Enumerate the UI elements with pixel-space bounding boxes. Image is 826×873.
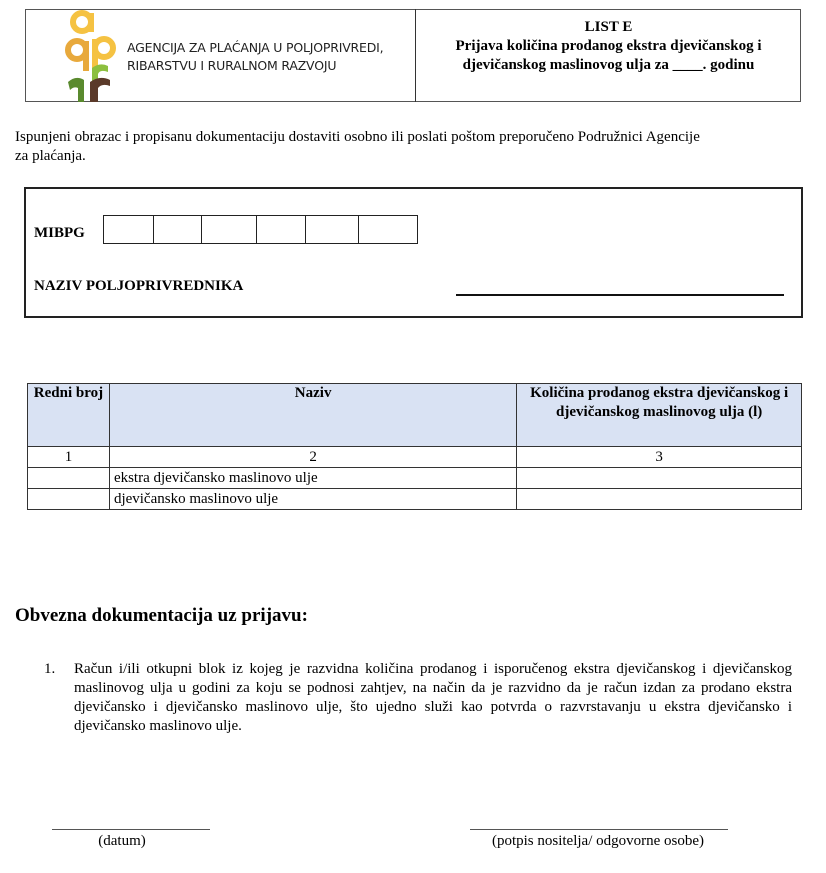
kolicina-cell[interactable]: [517, 468, 802, 489]
agency-name-line2: RIBARSTVU I RURALNOM RAZVOJU: [127, 58, 337, 73]
column-number-row: [28, 447, 802, 468]
farmer-name-field[interactable]: [456, 294, 784, 296]
header-kolicina: Količina prodanog ekstra djevičanskog i djevičanskog maslinovog ulja (l): [517, 384, 802, 447]
signature-field[interactable]: [470, 829, 728, 830]
form-title: [416, 18, 801, 75]
kolicina-cell[interactable]: [517, 489, 802, 510]
mibpg-digit-field[interactable]: [202, 216, 257, 243]
documentation-item: [44, 660, 792, 736]
applicant-box: [24, 187, 803, 318]
item-text: Račun i/ili otkupni blok iz kojeg je razvidna količina prodanog i isporučenog ekstra djevičanskog i djevičanskog maslinovog ulja u godini za koju se podnosi zahtjev, na način da je razvidno da je račun izdan za prodano ekstra djevičansko i djevičansko maslinovo ulje, što ujedno služi kao potvrda o razvrstavanju u ekstra djevičansko i djevičansko maslinovo ulje.: [74, 661, 792, 734]
agency-name: [127, 39, 383, 75]
form-title-line2: djevičanskog maslinovog ulja za ____. godinu: [462, 57, 755, 73]
mibpg-digit-field[interactable]: [306, 216, 359, 243]
header-redni-broj: Redni broj: [28, 384, 110, 447]
table-header-row: [28, 384, 802, 447]
mibpg-digit-field[interactable]: [359, 216, 417, 243]
table-row: [28, 468, 802, 489]
form-code: LIST E: [584, 19, 633, 35]
column-number: 2: [109, 447, 516, 468]
mibpg-digit-field[interactable]: [104, 216, 154, 243]
naziv-cell: djevičansko maslinovo ulje: [109, 489, 516, 510]
column-number: 3: [517, 447, 802, 468]
quantity-table: [27, 383, 802, 510]
documentation-list: [44, 660, 792, 736]
naziv-cell: ekstra djevičansko maslinovo ulje: [109, 468, 516, 489]
documentation-title: Obvezna dokumentacija uz prijavu:: [15, 605, 308, 626]
date-field[interactable]: [52, 829, 210, 830]
mibpg-digit-field[interactable]: [154, 216, 202, 243]
table-row: [28, 489, 802, 510]
date-label: (datum): [98, 833, 146, 849]
farmer-name-label: NAZIV POLJOPRIVREDNIKA: [34, 278, 244, 294]
mibpg-label: MIBPG: [34, 225, 85, 241]
redni-broj-cell[interactable]: [28, 489, 110, 510]
redni-broj-cell[interactable]: [28, 468, 110, 489]
instructions-line2: za plaćanja.: [15, 148, 86, 164]
item-number: 1.: [44, 661, 56, 677]
instructions: [15, 128, 795, 166]
instructions-line1: Ispunjeni obrazac i propisanu dokumentaciju dostaviti osobno ili poslati poštom preporučeno Podružnici Agencije: [15, 129, 700, 145]
agency-name-line1: AGENCIJA ZA PLAĆANJA U POLJOPRIVREDI,: [127, 40, 384, 55]
header-naziv: Naziv: [109, 384, 516, 447]
signature-label: (potpis nositelja/ odgovorne osobe): [491, 833, 705, 849]
mibpg-digit-field[interactable]: [257, 216, 306, 243]
column-number: 1: [28, 447, 110, 468]
mibpg-input-group: [103, 215, 418, 244]
apprrr-logo-icon: [62, 10, 122, 102]
form-title-line1: Prijava količina prodanog ekstra djevičanskog i: [455, 38, 762, 54]
